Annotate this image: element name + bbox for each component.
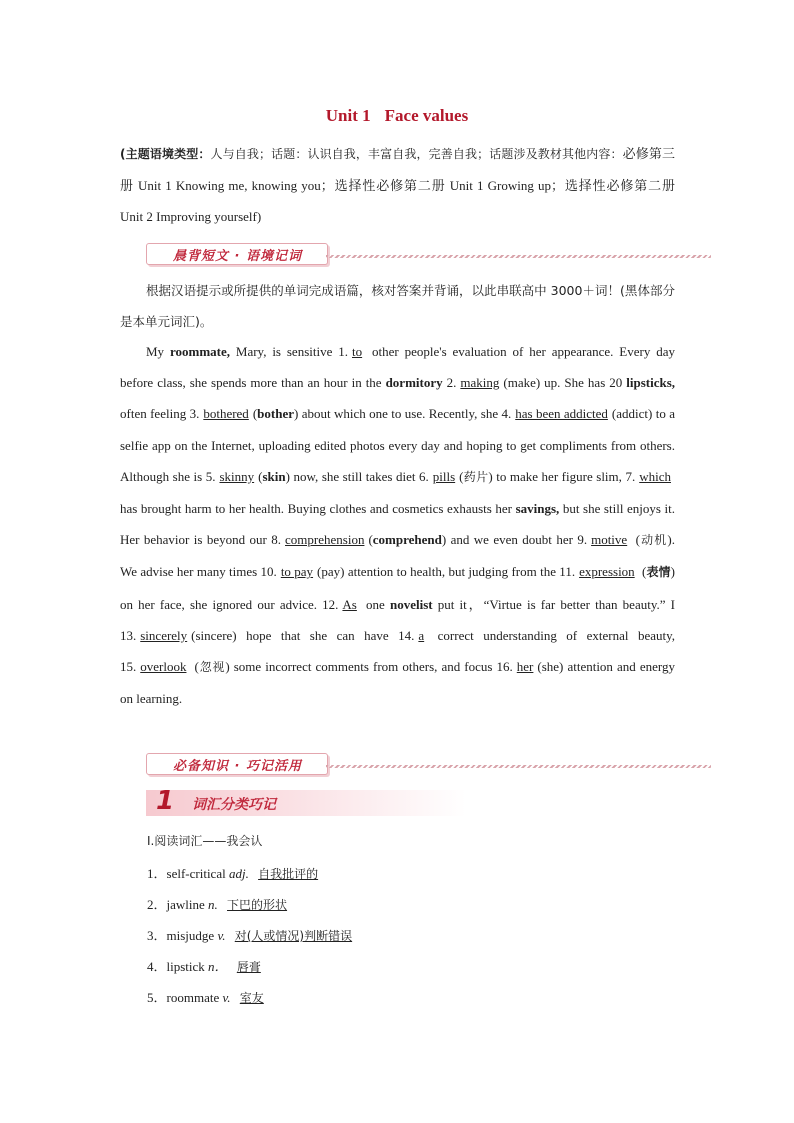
passage-text: My bbox=[146, 344, 170, 359]
item-word: lipstick bbox=[166, 959, 205, 974]
item-answer: 唇膏 bbox=[236, 960, 261, 974]
answer-blank: has been addicted bbox=[515, 406, 608, 422]
answer-blank: expression bbox=[579, 564, 635, 580]
passage-text: but she still enjoys it. Her behavior is beyond our 8. bbox=[120, 501, 675, 548]
chinese-hint: 忽视 bbox=[198, 660, 226, 675]
list-item bbox=[147, 956, 267, 975]
passage-text: ) about which one to use. Recently, she 4. bbox=[294, 406, 512, 422]
passage-text: ( bbox=[258, 468, 263, 484]
banner-tab bbox=[146, 753, 328, 775]
vocab-word: skin bbox=[262, 468, 286, 484]
chinese-hint: 动机 bbox=[639, 533, 668, 548]
item-word: misjudge bbox=[166, 928, 215, 943]
vocab-heading: Ⅰ.阅读词汇——我会认 bbox=[147, 834, 263, 848]
passage-text: has brought harm to her health. Buying clothes and cosmetics exhausts her bbox=[120, 501, 516, 517]
item-pos: v. bbox=[222, 990, 231, 1005]
passage-text: ) and we even doubt her 9. bbox=[441, 532, 588, 548]
section-number: 1 bbox=[156, 786, 175, 816]
item-number: 2． bbox=[147, 897, 167, 912]
instruction-text: 根据汉语提示或所提供的单词完成语篇，核对答案并背诵，以此串联高中 3000＋词！(黑体部分是本单元词汇)。 bbox=[120, 283, 675, 330]
banner-label: 晨背短文 · 语境记词 bbox=[173, 249, 302, 264]
section-title: 词汇分类巧记 bbox=[192, 797, 276, 813]
passage-text: (make) up. She has 20 bbox=[503, 375, 627, 391]
intro-text: 必修第三册 Unit 1 Knowing me, knowing you；选择性必修第二册 Unit 1 Growing up；选择性必修第二册 Unit 2 Improving yourself) bbox=[120, 146, 675, 224]
unit-name: Face values bbox=[384, 106, 469, 125]
passage-text: (addict) to a selfie app on the Internet, uploading edited photos every day and hoping to get compliments from others. Although she is 5. bbox=[120, 406, 675, 484]
passage-text: ( bbox=[459, 468, 464, 484]
passage-text: ) on her face, she ignored our advice. 12. bbox=[120, 564, 675, 612]
topic-intro bbox=[120, 138, 675, 232]
answer-blank: her bbox=[516, 659, 534, 675]
banner-tab bbox=[146, 243, 328, 265]
banner-essential-knowledge bbox=[146, 753, 711, 777]
passage-text: (pay) attention to health, but judging from the 11. bbox=[317, 564, 576, 580]
vocab-word: bother bbox=[257, 406, 294, 422]
unit-label: Unit 1 bbox=[325, 106, 371, 125]
passage-text: other people's evaluation of her appearance. Every day before class, she spends more than an hour in the bbox=[120, 344, 676, 391]
passage-text: one bbox=[360, 596, 390, 612]
instruction bbox=[120, 275, 675, 337]
item-answer: 下巴的形状 bbox=[227, 898, 288, 912]
passage-text: ) to make her figure slim, 7. bbox=[488, 468, 636, 484]
passage-text: Mary, is sensitive 1. bbox=[230, 344, 348, 359]
list-item bbox=[147, 894, 293, 913]
item-number: 1． bbox=[147, 866, 167, 881]
page-title bbox=[0, 106, 794, 126]
item-word: jawline bbox=[166, 897, 205, 912]
item-pos: adj. bbox=[228, 866, 249, 881]
passage-text: ( bbox=[368, 532, 373, 548]
passage-text: ) some incorrect comments from others, and focus 16. bbox=[225, 659, 513, 675]
item-word: self-critical bbox=[166, 866, 226, 881]
list-item bbox=[147, 925, 358, 944]
section-heading-bar bbox=[146, 786, 466, 816]
answer-blank: comprehension bbox=[285, 532, 365, 548]
answer-blank: sincerely bbox=[140, 627, 188, 643]
vocab-word: savings, bbox=[515, 501, 560, 517]
passage-text: ). We advise her many times 10. bbox=[120, 532, 675, 580]
vocab-word: comprehend bbox=[372, 532, 442, 548]
item-answer: 室友 bbox=[239, 991, 264, 1005]
vocab-word: dormitory bbox=[385, 375, 443, 391]
item-answer: 对(人或情况)判断错误 bbox=[234, 929, 353, 943]
passage-text: ( bbox=[631, 532, 640, 548]
intro-bold: (主题语境类型： bbox=[120, 147, 211, 161]
passage-text: correct understanding of external beauty, 15. bbox=[120, 627, 675, 675]
answer-blank: making bbox=[460, 375, 500, 391]
item-word: roommate bbox=[166, 990, 220, 1005]
chinese-hint: 表情 bbox=[646, 565, 671, 580]
answer-blank: bothered bbox=[203, 406, 249, 422]
item-number: 3． bbox=[147, 928, 167, 943]
answer-blank: motive bbox=[591, 532, 628, 548]
answer-blank: skinny bbox=[219, 468, 255, 484]
banner-rule bbox=[326, 255, 711, 258]
item-pos: n. bbox=[208, 897, 218, 912]
banner-rule bbox=[326, 765, 711, 768]
passage-text: often feeling 3. bbox=[120, 406, 200, 422]
list-item bbox=[147, 863, 324, 882]
passage-text: ( bbox=[252, 406, 258, 422]
banner-morning-reading bbox=[146, 243, 711, 267]
answer-blank: As bbox=[342, 596, 357, 612]
cloze-passage bbox=[120, 336, 675, 714]
answer-blank: to bbox=[352, 344, 363, 359]
vocab-word: novelist bbox=[389, 596, 433, 612]
banner-label: 必备知识 · 巧记活用 bbox=[173, 759, 302, 774]
answer-blank: a bbox=[418, 627, 425, 643]
passage-text: (she) attention and energy on learning. bbox=[120, 659, 675, 707]
answer-blank: pills bbox=[432, 468, 456, 484]
item-pos: v. bbox=[217, 928, 226, 943]
item-number: 4． bbox=[147, 959, 167, 974]
chinese-hint: 药片 bbox=[463, 469, 489, 484]
passage-text: (sincere) hope that she can have 14. bbox=[191, 627, 415, 643]
passage-text: 2. bbox=[442, 375, 457, 391]
item-pos: n． bbox=[208, 959, 228, 974]
passage-text: ( bbox=[638, 564, 647, 580]
intro-rest: 人与自我；话题：认识自我，丰富自我，完善自我；话题涉及教材其他内容： bbox=[210, 147, 623, 161]
vocab-word: lipsticks, bbox=[626, 375, 676, 391]
answer-blank: to pay bbox=[280, 564, 314, 580]
item-number: 5． bbox=[147, 990, 167, 1005]
item-answer: 自我批评的 bbox=[258, 867, 319, 881]
passage-text: ( bbox=[190, 659, 199, 675]
passage-text: ) now, she still takes diet 6. bbox=[285, 468, 429, 484]
list-item bbox=[147, 987, 270, 1006]
passage-text: put it，“Virtue is far better than beauty.” I 13. bbox=[120, 596, 675, 643]
vocab-word: roommate, bbox=[169, 344, 230, 359]
answer-blank: which bbox=[639, 468, 671, 484]
answer-blank: overlook bbox=[140, 659, 187, 675]
